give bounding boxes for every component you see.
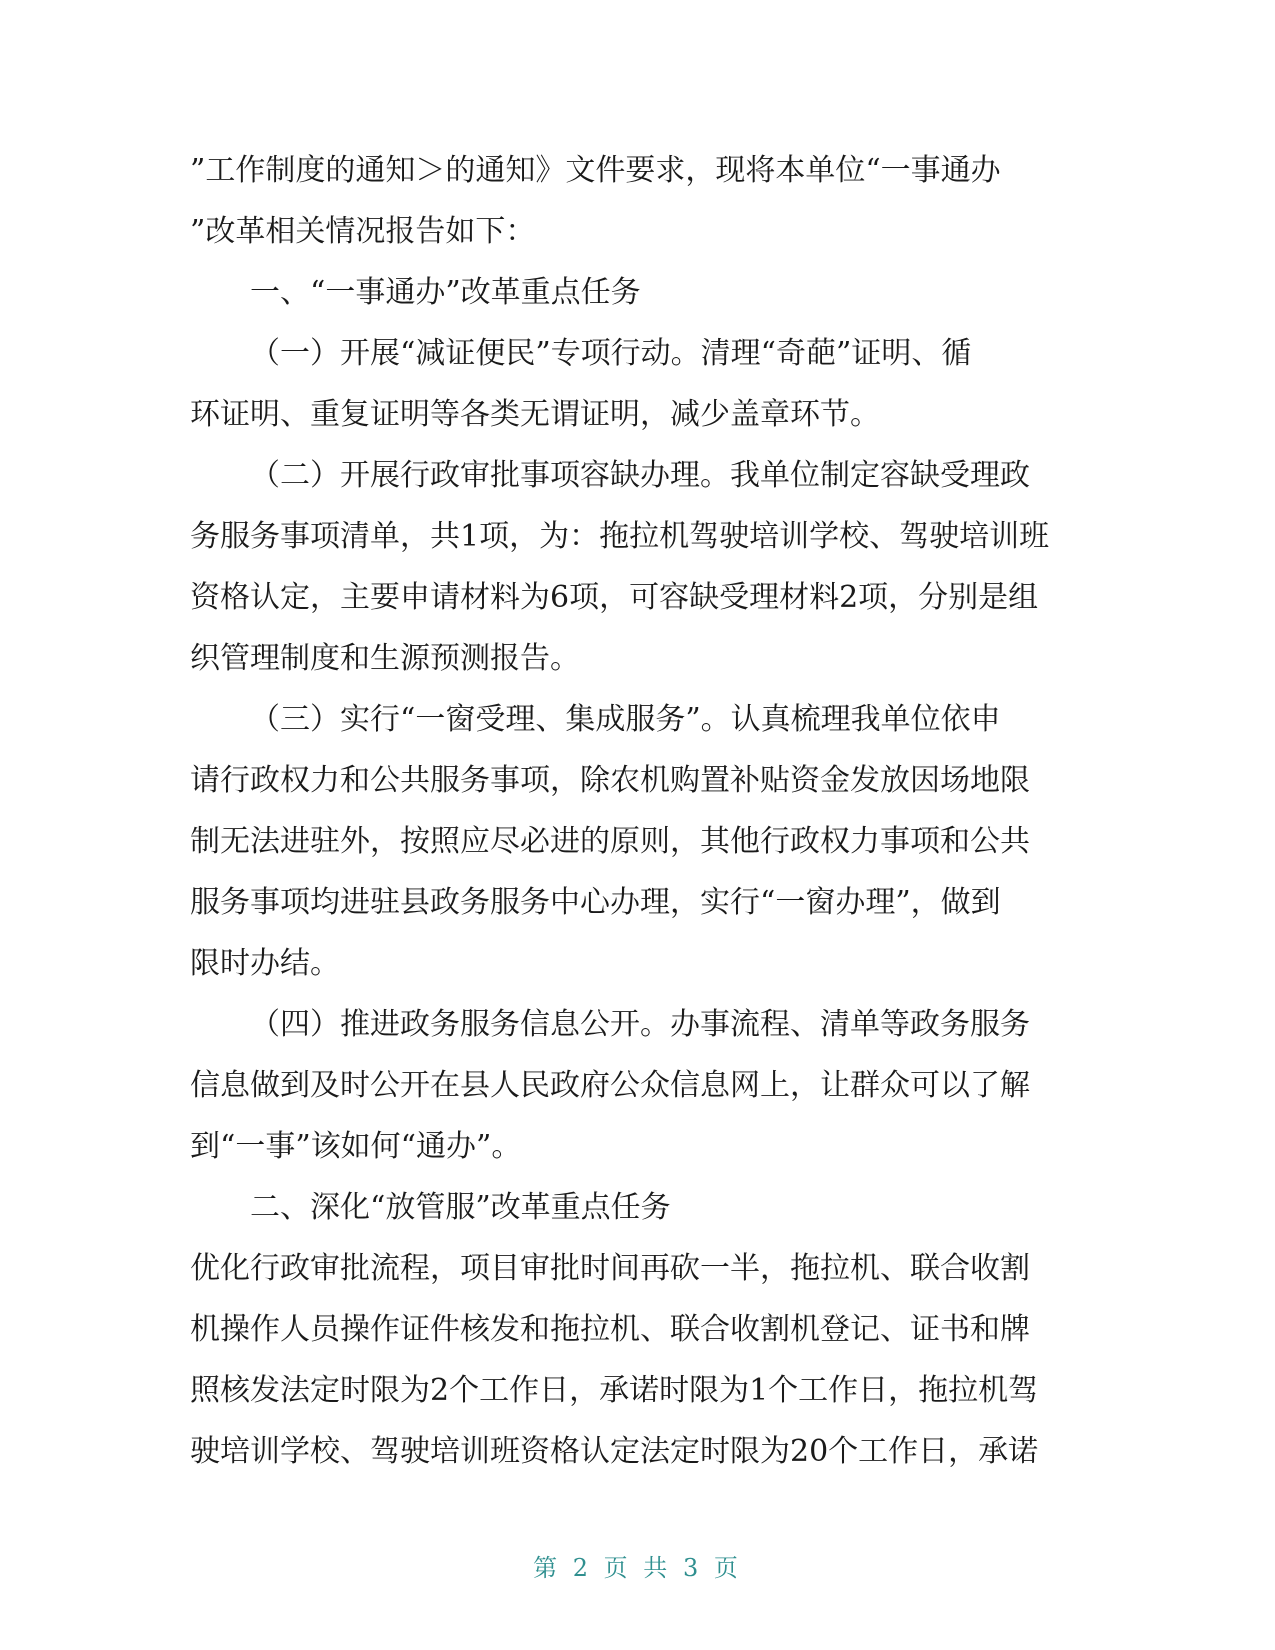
- text-line: 请行政权力和公共服务事项，除农机购置补贴资金发放因场地限: [190, 763, 1030, 798]
- text-line: 限时办结。: [190, 946, 340, 981]
- text-line: 驶培训学校、驾驶培训班资格认定法定时限为20个工作日，承诺: [190, 1434, 1039, 1469]
- text-line: 到“一事”该如何“通办”。: [190, 1129, 522, 1164]
- text-line: （一）开展“减证便民”专项行动。清理“奇葩”证明、循: [250, 336, 972, 371]
- document-body: [190, 140, 1090, 1482]
- text-line: 照核发法定时限为2个工作日，承诺时限为1个工作日，拖拉机驾: [190, 1373, 1039, 1408]
- text-line: 信息做到及时公开在县人民政府公众信息网上，让群众可以了解: [190, 1068, 1030, 1103]
- text-line: 务服务事项清单，共1项，为：拖拉机驾驶培训学校、驾驶培训班: [190, 519, 1050, 554]
- text-line: ”改革相关情况报告如下：: [190, 214, 536, 249]
- text-line: 织管理制度和生源预测报告。: [190, 641, 580, 676]
- text-line: （三）实行“一窗受理、集成服务”。认真梳理我单位依申: [250, 702, 1001, 737]
- text-line: 制无法进驻外，按照应尽必进的原则，其他行政权力事项和公共: [190, 824, 1030, 859]
- text-line: 环证明、重复证明等各类无谓证明，减少盖章环节。: [190, 397, 880, 432]
- text-line: 优化行政审批流程，项目审批时间再砍一半，拖拉机、联合收割: [190, 1251, 1030, 1286]
- page-footer: 第 2 页 共 3 页: [533, 1554, 742, 1582]
- text-line: 机操作人员操作证件核发和拖拉机、联合收割机登记、证书和牌: [190, 1312, 1030, 1347]
- text-line: 资格认定，主要申请材料为6项，可容缺受理材料2项，分别是组: [190, 580, 1039, 615]
- text-line: ”工作制度的通知＞的通知》文件要求，现将本单位“一事通办: [190, 153, 1001, 188]
- text-line: 服务事项均进驻县政务服务中心办理，实行“一窗办理”，做到: [190, 885, 1001, 920]
- text-line: （四）推进政务服务信息公开。办事流程、清单等政务服务: [250, 1007, 1030, 1042]
- text-line: （二）开展行政审批事项容缺办理。我单位制定容缺受理政: [250, 458, 1030, 493]
- text-line: 一、“一事通办”改革重点任务: [250, 275, 641, 310]
- text-line: 二、深化“放管服”改革重点任务: [250, 1190, 671, 1225]
